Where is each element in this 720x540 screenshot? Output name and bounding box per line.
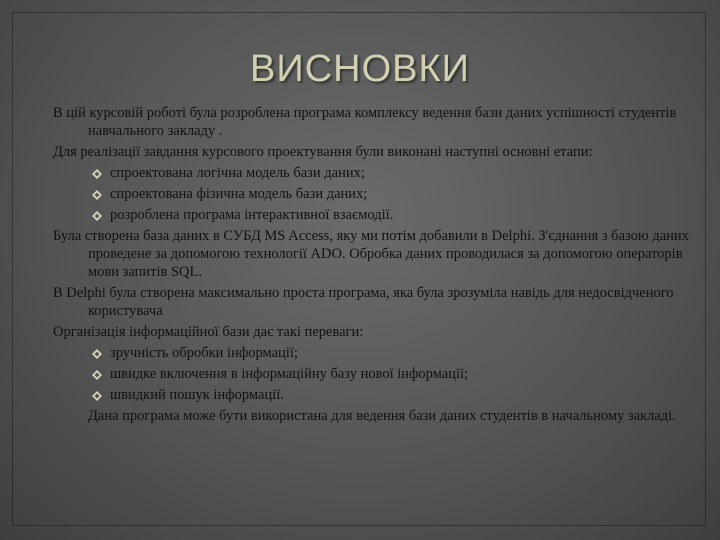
bullet-text: спроектована фізична модель бази даних; xyxy=(110,186,368,202)
paragraph: Для реалізації завдання курсового проектування були виконані наступні основні етапи: xyxy=(53,144,593,160)
bullet-item xyxy=(53,164,693,182)
bullet-icon xyxy=(92,211,102,221)
slide-title: ВИСНОВКИ xyxy=(250,48,470,90)
bullet-text: швидкий пошук інформації. xyxy=(110,387,284,403)
paragraph: В Delphi була створена максимально проста програма, яка була зрозуміла навідь для недосвідченого користувача xyxy=(53,285,674,319)
bullet-item xyxy=(53,365,693,383)
bullet-icon xyxy=(92,370,102,380)
bullet-item xyxy=(53,344,693,362)
paragraph: Організація інформаційної бази дає такі переваги: xyxy=(53,324,364,340)
bullet-icon xyxy=(92,190,102,200)
bullet-item xyxy=(53,206,693,224)
paragraph: Була створена база даних в СУБД MS Access, яку ми потім добавили в Delphi. З'єднання з базою даних проведене за допомогою технології ADO. Обробка даних проводилася за допомогою операторів мови запитів SQL. xyxy=(53,228,689,280)
bullet-text: зручність обробки інформації; xyxy=(110,345,298,361)
paragraph: Дана програма може бути використана для ведення бази даних студентів в начальному закладі. xyxy=(88,408,676,424)
bullet-text: спроектована логічна модель бази даних; xyxy=(110,165,365,181)
bullet-icon xyxy=(92,169,102,179)
bullet-text: розроблена програма інтерактивної взаємодії. xyxy=(110,207,394,223)
bullet-text: швидке включення в інформаційну базу нової інформації; xyxy=(110,366,469,382)
paragraph: В цій курсовій роботі була розроблена програма комплексу ведення бази даних успішності студентів навчального закладу . xyxy=(53,105,677,139)
slide-content xyxy=(53,104,693,428)
bullet-icon xyxy=(92,349,102,359)
bullet-item xyxy=(53,386,693,404)
bullet-item xyxy=(53,185,693,203)
bullet-icon xyxy=(92,391,102,401)
